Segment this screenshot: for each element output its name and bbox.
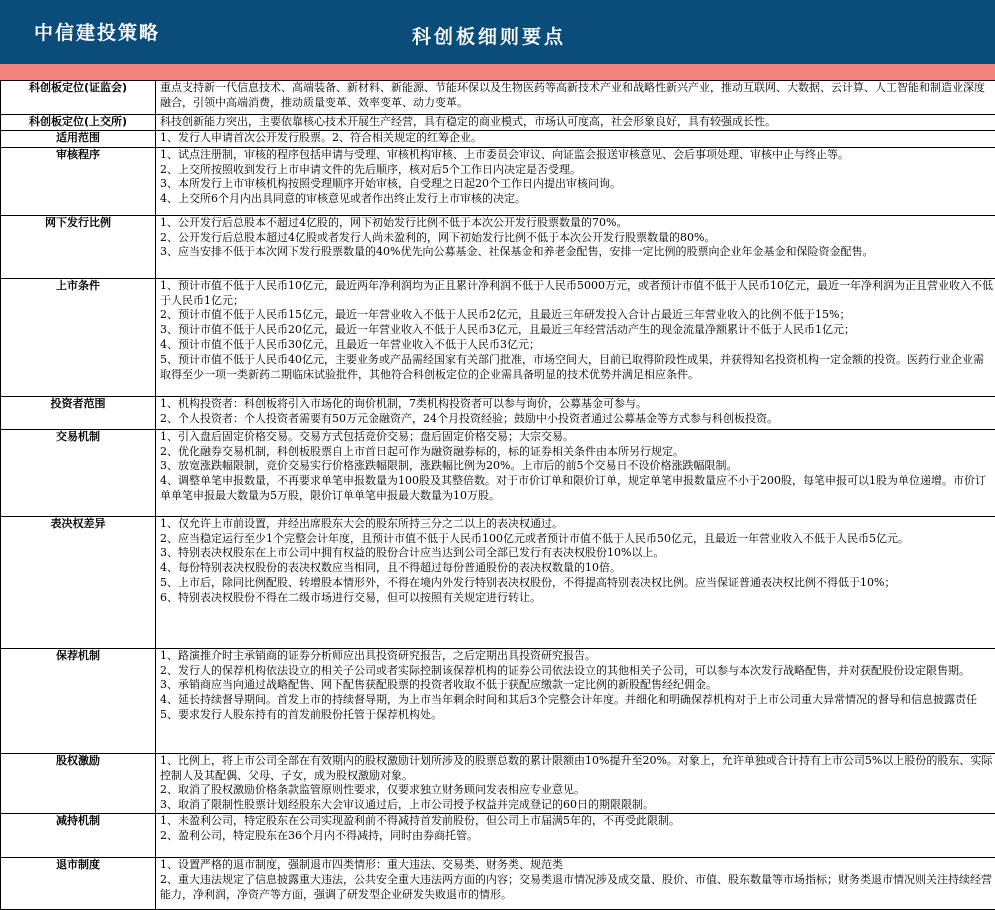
row-label: 退市制度 <box>1 857 156 909</box>
content-line: 1、仅允许上市前设置，并经出席股东大会的股东所持三分之二以上的表决权通过。 <box>160 517 993 532</box>
table-row <box>1 753 995 813</box>
accent-stripe <box>0 64 995 80</box>
content-line: 3、特别表决权股东在上市公司中拥有权益的股份合计应当达到公司全部已发行有表决权股份10%以上。 <box>160 546 993 561</box>
content-line: 科技创新能力突出，主要依靠核心技术开展生产经营，具有稳定的商业模式，市场认可度高，社会形象良好，具有较强成长性。 <box>160 115 993 130</box>
row-content <box>156 115 995 131</box>
row-label: 股权激励 <box>1 753 156 813</box>
table-row <box>1 813 995 857</box>
content-line: 5、上市后，除同比例配股、转增股本情形外，不得在境内外发行特别表决权股份，不得提高特别表决权比例。应当保证普通表决权比例不得低于10%； <box>160 576 993 591</box>
row-content <box>156 857 995 909</box>
content-line: 1、机构投资者：科创板将引入市场化的询价机制，7类机构投资者可以参与询价，公募基金可参与。 <box>160 397 993 412</box>
table-row <box>1 278 995 396</box>
row-label: 保荐机制 <box>1 648 156 753</box>
row-content <box>156 81 995 115</box>
table-row <box>1 215 995 278</box>
content-line: 2、预计市值不低于人民币15亿元，最近一年营业收入不低于人民币2亿元，且最近三年研发投入合计占最近三年营业收入的比例不低于15%； <box>160 308 993 323</box>
content-line: 1、路演推介时主承销商的证券分析师应出具投资研究报告，之后定期出具投资研究报告。 <box>160 649 993 664</box>
content-line: 2、重大违法规定了信息披露重大违法，公共安全重大违法两方面的内容；交易类退市情况涉及成交量、股价、市值、股东数量等市场指标；财务类退市情况则关注持续经营能力，净利润，净资产等方面，强调了研发型企业研发失败退市的情形。 <box>160 873 993 903</box>
content-line: 1、预计市值不低于人民币10亿元，最近两年净利润均为正且累计净利润不低于人民币5000万元，或者预计市值不低于人民币10亿元，最近一年净利润为正且营业收入不低于人民币1亿元； <box>160 279 993 309</box>
content-line: 4、调整单笔申报数量，不再要求单笔申报数量为100股及其整倍数。对于市价订单和限价订单，规定单笔申报数量应不小于200股，每笔申报可以1股为单位递增。市价订单单笔申报最大数量为5万股，限价订单单笔申报最大数量为10万股。 <box>160 474 993 504</box>
content-line: 2、盈利公司，特定股东在36个月内不得减持，同时由券商托管。 <box>160 829 993 844</box>
content-line: 1、公开发行后总股本不超过4亿股的，网下初始发行比例不低于本次公开发行股票数量的70%。 <box>160 216 993 231</box>
content-line: 4、延长持续督导期间。首发上市的持续督导期，为上市当年剩余时间和其后3个完整会计年度。并细化和明确保荐机构对于上市公司重大异常情况的督导和信息披露责任 <box>160 693 993 708</box>
content-line: 3、取消了限制性股票计划经股东大会审议通过后，上市公司授予权益并完成登记的60日的期限限制。 <box>160 798 993 813</box>
row-label: 适用范围 <box>1 130 156 147</box>
page-title: 科创板细则要点 <box>412 22 566 49</box>
table-row <box>1 396 995 429</box>
content-line: 1、发行人申请首次公开发行股票。2、符合相关规定的红筹企业。 <box>160 131 993 146</box>
row-label: 表决权差异 <box>1 516 156 648</box>
row-label: 减持机制 <box>1 813 156 857</box>
content-line: 3、应当安排不低于本次网下发行股票数量的40%优先向公募基金、社保基金和养老金配售，安排一定比例的股票向企业年金基金和保险资金配售。 <box>160 245 993 260</box>
row-content <box>156 130 995 147</box>
content-line: 4、每份特别表决权股份的表决权数应当相同，且不得超过每份普通股份的表决权数量的10倍。 <box>160 561 993 576</box>
content-line: 2、公开发行后总股本超过4亿股或者发行人尚未盈利的，网下初始发行比例不低于本次公开发行股票数量的80%。 <box>160 231 993 246</box>
content-line: 3、放宽涨跌幅限制，竞价交易实行价格涨跌幅限制，涨跌幅比例为20%。上市后的前5个交易日不设价格涨跌幅限制。 <box>160 459 993 474</box>
table-row <box>1 130 995 147</box>
content-line: 1、试点注册制，审核的程序包括申请与受理、审核机构审核、上市委员会审议、向证监会报送审核意见、会后事项处理、审核中止与终止等。 <box>160 148 993 163</box>
table-row <box>1 115 995 131</box>
rules-table <box>0 80 995 910</box>
content-line: 2、取消了股权激励价格条款监管原则性要求，仅要求独立财务顾问发表相应专业意见。 <box>160 783 993 798</box>
content-line: 3、本所发行上市审核机构按照受理顺序开始审核，自受理之日起20个工作日内提出审核问询。 <box>160 177 993 192</box>
table-row <box>1 648 995 753</box>
table-row <box>1 429 995 516</box>
content-line: 1、设置严格的退市制度，强制退市四类情形：重大违法、交易类、财务类、规范类 <box>160 858 993 873</box>
content-line: 5、要求发行人股东持有的首发前股份托管于保荐机构处。 <box>160 708 993 723</box>
content-line: 4、预计市值不低于人民币30亿元，且最近一年营业收入不低于人民币3亿元； <box>160 338 993 353</box>
row-content <box>156 648 995 753</box>
row-content <box>156 516 995 648</box>
row-label: 科创板定位(上交所) <box>1 115 156 131</box>
content-line: 2、发行人的保荐机构依法设立的相关子公司或者实际控制该保荐机构的证券公司依法设立的其他相关子公司，可以参与本次发行战略配售，并对获配股份设定限售期。 <box>160 664 993 679</box>
row-label: 上市条件 <box>1 278 156 396</box>
table-row <box>1 857 995 909</box>
content-line: 1、比例上，将上市公司全部在有效期内的股权激励计划所涉及的股票总数的累计限额由10%提升至20%。对象上，允许单独或合计持有上市公司5%以上股份的股东、实际控制人及其配偶、父母、子女，成为股权激励对象。 <box>160 754 993 784</box>
content-line: 1、引入盘后固定价格交易。交易方式包括竞价交易；盘后固定价格交易；大宗交易。 <box>160 430 993 445</box>
table-row <box>1 516 995 648</box>
row-content <box>156 278 995 396</box>
content-line: 2、上交所按照收到发行上市申请文件的先后顺序，核对后5个工作日内决定是否受理。 <box>160 163 993 178</box>
row-content <box>156 429 995 516</box>
row-label: 网下发行比例 <box>1 215 156 278</box>
content-line: 3、承销商应当向通过战略配售、网下配售获配股票的投资者收取不低于获配应缴款一定比例的新股配售经纪佣金。 <box>160 678 993 693</box>
content-line: 4、上交所6个月内出具同意的审核意见或者作出终止发行上市审核的决定。 <box>160 192 993 207</box>
brand-title: 中信建投策略 <box>34 18 160 45</box>
table-row <box>1 81 995 115</box>
row-content <box>156 147 995 215</box>
content-line: 6、特别表决权股份不得在二级市场进行交易，但可以按照有关规定进行转让。 <box>160 591 993 606</box>
content-line: 2、优化融券交易机制，科创板股票自上市首日起可作为融资融券标的，标的证券相关条件由本所另行规定。 <box>160 445 993 460</box>
row-label: 科创板定位(证监会) <box>1 81 156 115</box>
table-row <box>1 147 995 215</box>
content-line: 1、未盈利公司，特定股东在公司实现盈利前不得减持首发前股份，但公司上市届满5年的，不再受此限制。 <box>160 814 993 829</box>
row-content <box>156 753 995 813</box>
header-banner <box>0 0 995 64</box>
content-line: 5、预计市值不低于人民币40亿元，主要业务或产品需经国家有关部门批准，市场空间大，目前已取得阶段性成果，并获得知名投资机构一定金额的投资。医药行业企业需取得至少一项一类新药二期临床试验批件，其他符合科创板定位的企业需具备明显的技术优势并满足相应条件。 <box>160 353 993 383</box>
row-content <box>156 396 995 429</box>
row-content <box>156 215 995 278</box>
row-label: 审核程序 <box>1 147 156 215</box>
content-line: 3、预计市值不低于人民币20亿元，最近一年营业收入不低于人民币3亿元，且最近三年经营活动产生的现金流量净额累计不低于人民币1亿元； <box>160 323 993 338</box>
row-label: 投资者范围 <box>1 396 156 429</box>
row-content <box>156 813 995 857</box>
row-label: 交易机制 <box>1 429 156 516</box>
content-line: 2、个人投资者：个人投资者需要有50万元金融资产，24个月投资经验；鼓励中小投资者通过公募基金等方式参与科创板投资。 <box>160 412 993 427</box>
content-line: 重点支持新一代信息技术、高端装备、新材料、新能源、节能环保以及生物医药等高新技术产业和战略性新兴产业，推动互联网、大数据、云计算、人工智能和制造业深度融合，引领中高端消费，推动质量变革、效率变革、动力变革。 <box>160 81 993 111</box>
content-line: 2、应当稳定运行至少1个完整会计年度，且预计市值不低于人民币100亿元或者预计市值不低于人民币50亿元，且最近一年营业收入不低于人民币5亿元。 <box>160 532 993 547</box>
